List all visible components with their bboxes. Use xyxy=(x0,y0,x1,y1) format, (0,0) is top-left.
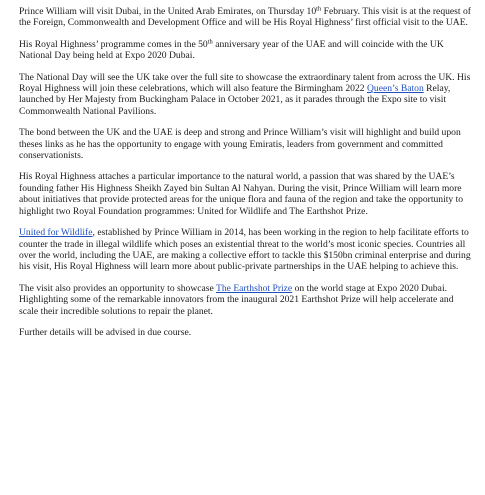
paragraph-national-day xyxy=(19,72,471,118)
text: anniversary year of the UAE and will coincide with the UK National Day being held at Expo 2020 Dubai. xyxy=(19,38,444,62)
earthshot-prize-link[interactable]: The Earthshot Prize xyxy=(216,282,293,294)
paragraph-united-for-wildlife xyxy=(19,227,471,273)
queens-baton-link[interactable]: Queen’s Baton xyxy=(366,83,424,95)
text: The visit also provides an opportunity to showcase xyxy=(19,282,216,294)
united-for-wildlife-link[interactable]: United for Wildlife xyxy=(19,227,93,239)
paragraph-earthshot xyxy=(19,283,471,317)
paragraph-natural-world: His Royal Highness attaches a particular importance to the natural world, a passion that was shared by the UAE’s founding father His Highness Sheikh Zayed bin Sultan Al Nahyan. During the visit, Prince William will learn more about initiatives that provide protected areas for the unique flora and fauna of the region and take the opportunity to highlight two Royal Foundation programmes: United for Wildlife and The Earthshot Prize. xyxy=(19,171,464,217)
text: on the world stage at Expo 2020 Dubai. Highlighting some of the remarkable innovators from the inaugural 2021 Earthshot Prize will help accelerate and scale their incredible solutions to repair the planet. xyxy=(19,282,454,317)
text: Relay, launched by Her Majesty from Buckingham Palace in October 2021, as it parades through the Expo site to visit Commonwealth National Pavilions. xyxy=(19,83,451,117)
paragraph-further-details: Further details will be advised in due course. xyxy=(19,326,192,338)
document-body xyxy=(19,6,471,338)
text: Prince William will visit Dubai, in the United Arab Emirates, on Thursday 10 xyxy=(19,6,317,17)
paragraph-bond: The bond between the UK and the UAE is deep and strong and Prince William’s visit will highlight and build upon theses links as he has the opportunity to engage with young Emiratis, leaders from government and committed conservationists. xyxy=(19,127,461,162)
text: February. This visit is at the request of the Foreign, Commonwealth and Development Office and will be His Royal Highness’ first official visit to the UAE. xyxy=(19,6,471,29)
ordinal-suffix: th xyxy=(316,5,322,13)
text: His Royal Highness’ programme comes in the 50 xyxy=(19,38,208,50)
text: The National Day will see the UK take over the full site to showcase the extraordinary talent from across the UK. His Royal Highness will join these celebrations, which will also feature the Birmingham 2022 xyxy=(19,71,471,95)
text: , established by Prince William in 2014, has been working in the region to help facilitate efforts to counter the trade in illegal wildlife which poses an existential threat to the world’s most iconic species. Countries all over the world, including the UAE, are making a collective effort to tackle this $150bn criminal enterprise and during his visit, His Royal Highness will learn more about public-private partnerships in the UAE helping to achieve this. xyxy=(19,227,471,273)
ordinal-suffix: th xyxy=(207,38,213,46)
paragraph-programme xyxy=(19,39,471,62)
paragraph-visit-announcement xyxy=(19,6,471,29)
